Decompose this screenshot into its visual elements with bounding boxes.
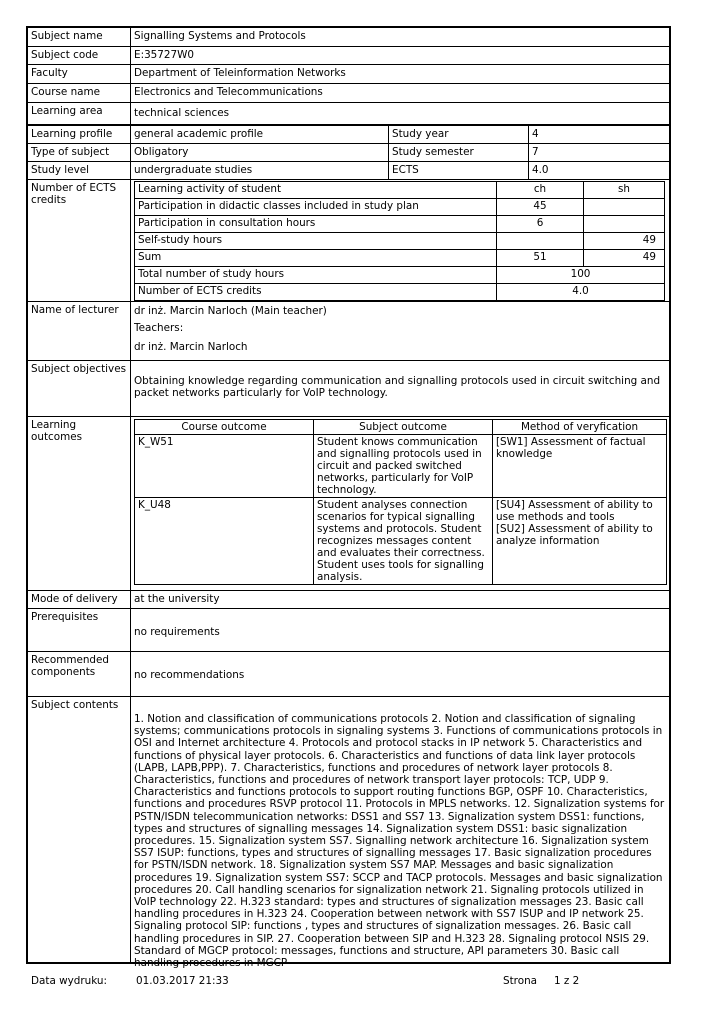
ects-activity: Participation in consultation hours [135,216,497,233]
ects-credits: 4.0 [497,284,665,301]
syllabus-sheet [26,26,671,970]
ects-activity: Participation in didactic classes included in study plan [135,199,497,216]
ects-total-label: Total number of study hours [135,267,497,284]
label-delivery: Mode of delivery [28,591,131,608]
outcome-method: [SW1] Assessment of factual knowledge [496,436,646,460]
ects-sh: 49 [584,250,665,267]
subject-code: E:35727W0 [134,49,195,61]
table-row [135,284,665,301]
outcomes-header-subject: Subject outcome [314,420,493,435]
row-study-level [28,162,669,180]
table-row [135,498,667,585]
row-prerequisites [28,609,669,652]
ects-value: 4.0 [532,164,549,176]
label-lecturer: Name of lecturer [28,302,131,360]
type-of-subject: Obligatory [131,144,389,161]
ects-activity: Self-study hours [135,233,497,250]
teacher-name: dr inż. Marcin Narloch [134,341,248,353]
print-date: 01.03.2017 21:33 [136,975,229,987]
ects-header-ch: ch [497,182,584,199]
label-type-of-subject: Type of subject [28,144,131,161]
row-ects-credits [28,180,669,302]
label-learning-outcomes: Learning outcomes [28,417,131,590]
delivery-value: at the university [134,593,220,605]
main-teacher: dr inż. Marcin Narloch (Main teacher) [134,305,327,317]
row-type-of-subject [28,144,669,162]
table-row [135,233,665,250]
row-course-name [28,84,669,103]
ects-ch: 45 [497,199,584,216]
label-subject-name: Subject name [28,28,131,46]
label-study-level: Study level [28,162,131,179]
learning-area: technical sciences [134,107,230,119]
row-learning-outcomes [28,417,669,591]
ects-ch: 6 [497,216,584,233]
label-ects: ECTS [389,162,529,179]
teachers-label: Teachers: [134,322,184,334]
outcomes-table [134,419,667,585]
ects-ch [497,233,584,250]
print-date-label: Data wydruku: [31,975,107,987]
label-learning-area: Learning area [28,103,131,124]
row-learning-profile [28,126,669,144]
learning-profile: general academic profile [131,126,389,143]
faculty: Department of Teleinformation Networks [134,67,346,79]
subject-name: Signalling Systems and Protocols [134,30,306,42]
row-subject-code [28,47,669,65]
label-contents: Subject contents [28,697,131,962]
outcome-code: K_U48 [135,498,314,585]
row-learning-area [28,103,669,126]
ects-ch: 51 [497,250,584,267]
study-year: 4 [532,128,539,140]
row-recommended [28,652,669,697]
ects-header-row [135,182,665,199]
contents-text: 1. Notion and classification of communications protocols 2. Notion and classification of signaling systems; communications protocols in signaling systems 3. Functions of communications protocols in OSI and Internet architecture 4. Protocols and protocol stacks in IP network 5. Characteristics and functions of physical layer protocols. 6. Characteristics and functions of data link layer protocols (LAPB, LAPB,PPP). 7. Characteristics, functions and procedures of network layer protocols 8. Characteristics, functions and procedures of network transport layer protocols: TCP, UDP 9. Characteristics and functions protocols to support routing functions BGP, OSPF 10. Characteristics, functions and procedures RSVP protocol 11. Protocols in MPLS networks. 12. Signalization systems for PSTN/ISDN telecommunication networks: DSS1 and SS7 13. Signalization system DSS1: functions, types and structures of signalling messages 14. Signalization system DSS1: basic signalization procedures. 15. Signalization system SS7. Signalling network architecture 16. Signalization system SS7 ISUP: functions, types and structures of signalling messages 17. Basic signalization procedures for PSTN/ISDN network. 18. Signalization system SS7 MAP. Messages and basic signalization procedures 19. Signalization system SS7: SCCP and TACP protocols. Messages and basic signalization procedures 20. Call handling scenarios for signalization network 21. Signaling protocols utilized in VoIP technology 22. H.323 standard: types and structures of signalization messages 23. Basic call handling procedures in H.323 24. Cooperation between network with SS7 ISUP and IP network 25. Signaling protocol SIP: functions , types and structures of signalization messages. 26. Basic call handling procedures in SIP. 27. Cooperation between SIP and H.323 28. Signaling protocol NSIS 29. Standard of MGCP protocol: messages, functions and structure, API parameters 30. Basic call handling procedures in MGCP [134,713,665,970]
table-row [135,435,667,498]
label-prerequisites: Prerequisites [28,609,131,651]
row-faculty [28,65,669,84]
ects-sh [584,199,665,216]
label-subject-code: Subject code [28,47,131,64]
row-objectives [28,361,669,417]
study-level: undergraduate studies [131,162,389,179]
objectives-text: Obtaining knowledge regarding communication and signalling protocols used in circuit switching and packet networks particularly for VoIP technology. [134,375,661,399]
ects-total: 100 [497,267,665,284]
row-contents [28,697,669,970]
page-label: Strona [503,975,538,987]
outcomes-header-course: Course outcome [135,420,314,435]
label-learning-profile: Learning profile [28,126,131,143]
label-objectives: Subject objectives [28,361,131,416]
ects-sh [584,216,665,233]
page-number: 1 z 2 [554,975,580,987]
ects-credits-label: Number of ECTS credits [135,284,497,301]
study-semester: 7 [532,146,539,158]
row-delivery [28,591,669,609]
label-study-semester: Study semester [389,144,529,161]
label-course-name: Course name [28,84,131,102]
outcomes-header-method: Method of veryfication [493,420,667,435]
course-name: Electronics and Telecommunications [134,86,323,98]
ects-table [134,181,665,301]
row-lecturer [28,302,669,361]
row-subject-name [28,28,669,47]
table-row [135,216,665,233]
outcome-method: [SU4] Assessment of ability to use methods and tools [496,499,653,523]
table-row [135,267,665,284]
ects-sh: 49 [584,233,665,250]
table-row [135,250,665,267]
prerequisites-value: no requirements [134,626,220,638]
outcome-method: [SU2] Assessment of ability to analyze information [496,523,653,547]
ects-header-activity: Learning activity of student [135,182,497,199]
label-recommended: Recommended components [28,652,131,696]
ects-activity: Sum [135,250,497,267]
label-ects-credits: Number of ECTS credits [28,180,131,301]
outcome-subject: Student knows communication and signalling protocols used in circuit and packed switched networks, particularly for VoIP technology. [314,435,493,498]
outcomes-header-row [135,420,667,435]
outcome-code: K_W51 [135,435,314,498]
table-row [135,199,665,216]
recommended-value: no recommendations [134,669,245,681]
label-faculty: Faculty [28,65,131,83]
label-study-year: Study year [389,126,529,143]
ects-header-sh: sh [584,182,665,199]
outcome-subject: Student analyses connection scenarios for typical signalling systems and protocols. Student recognizes messages content and evaluates their correctness. Student uses tools for signalling analysis. [314,498,493,585]
